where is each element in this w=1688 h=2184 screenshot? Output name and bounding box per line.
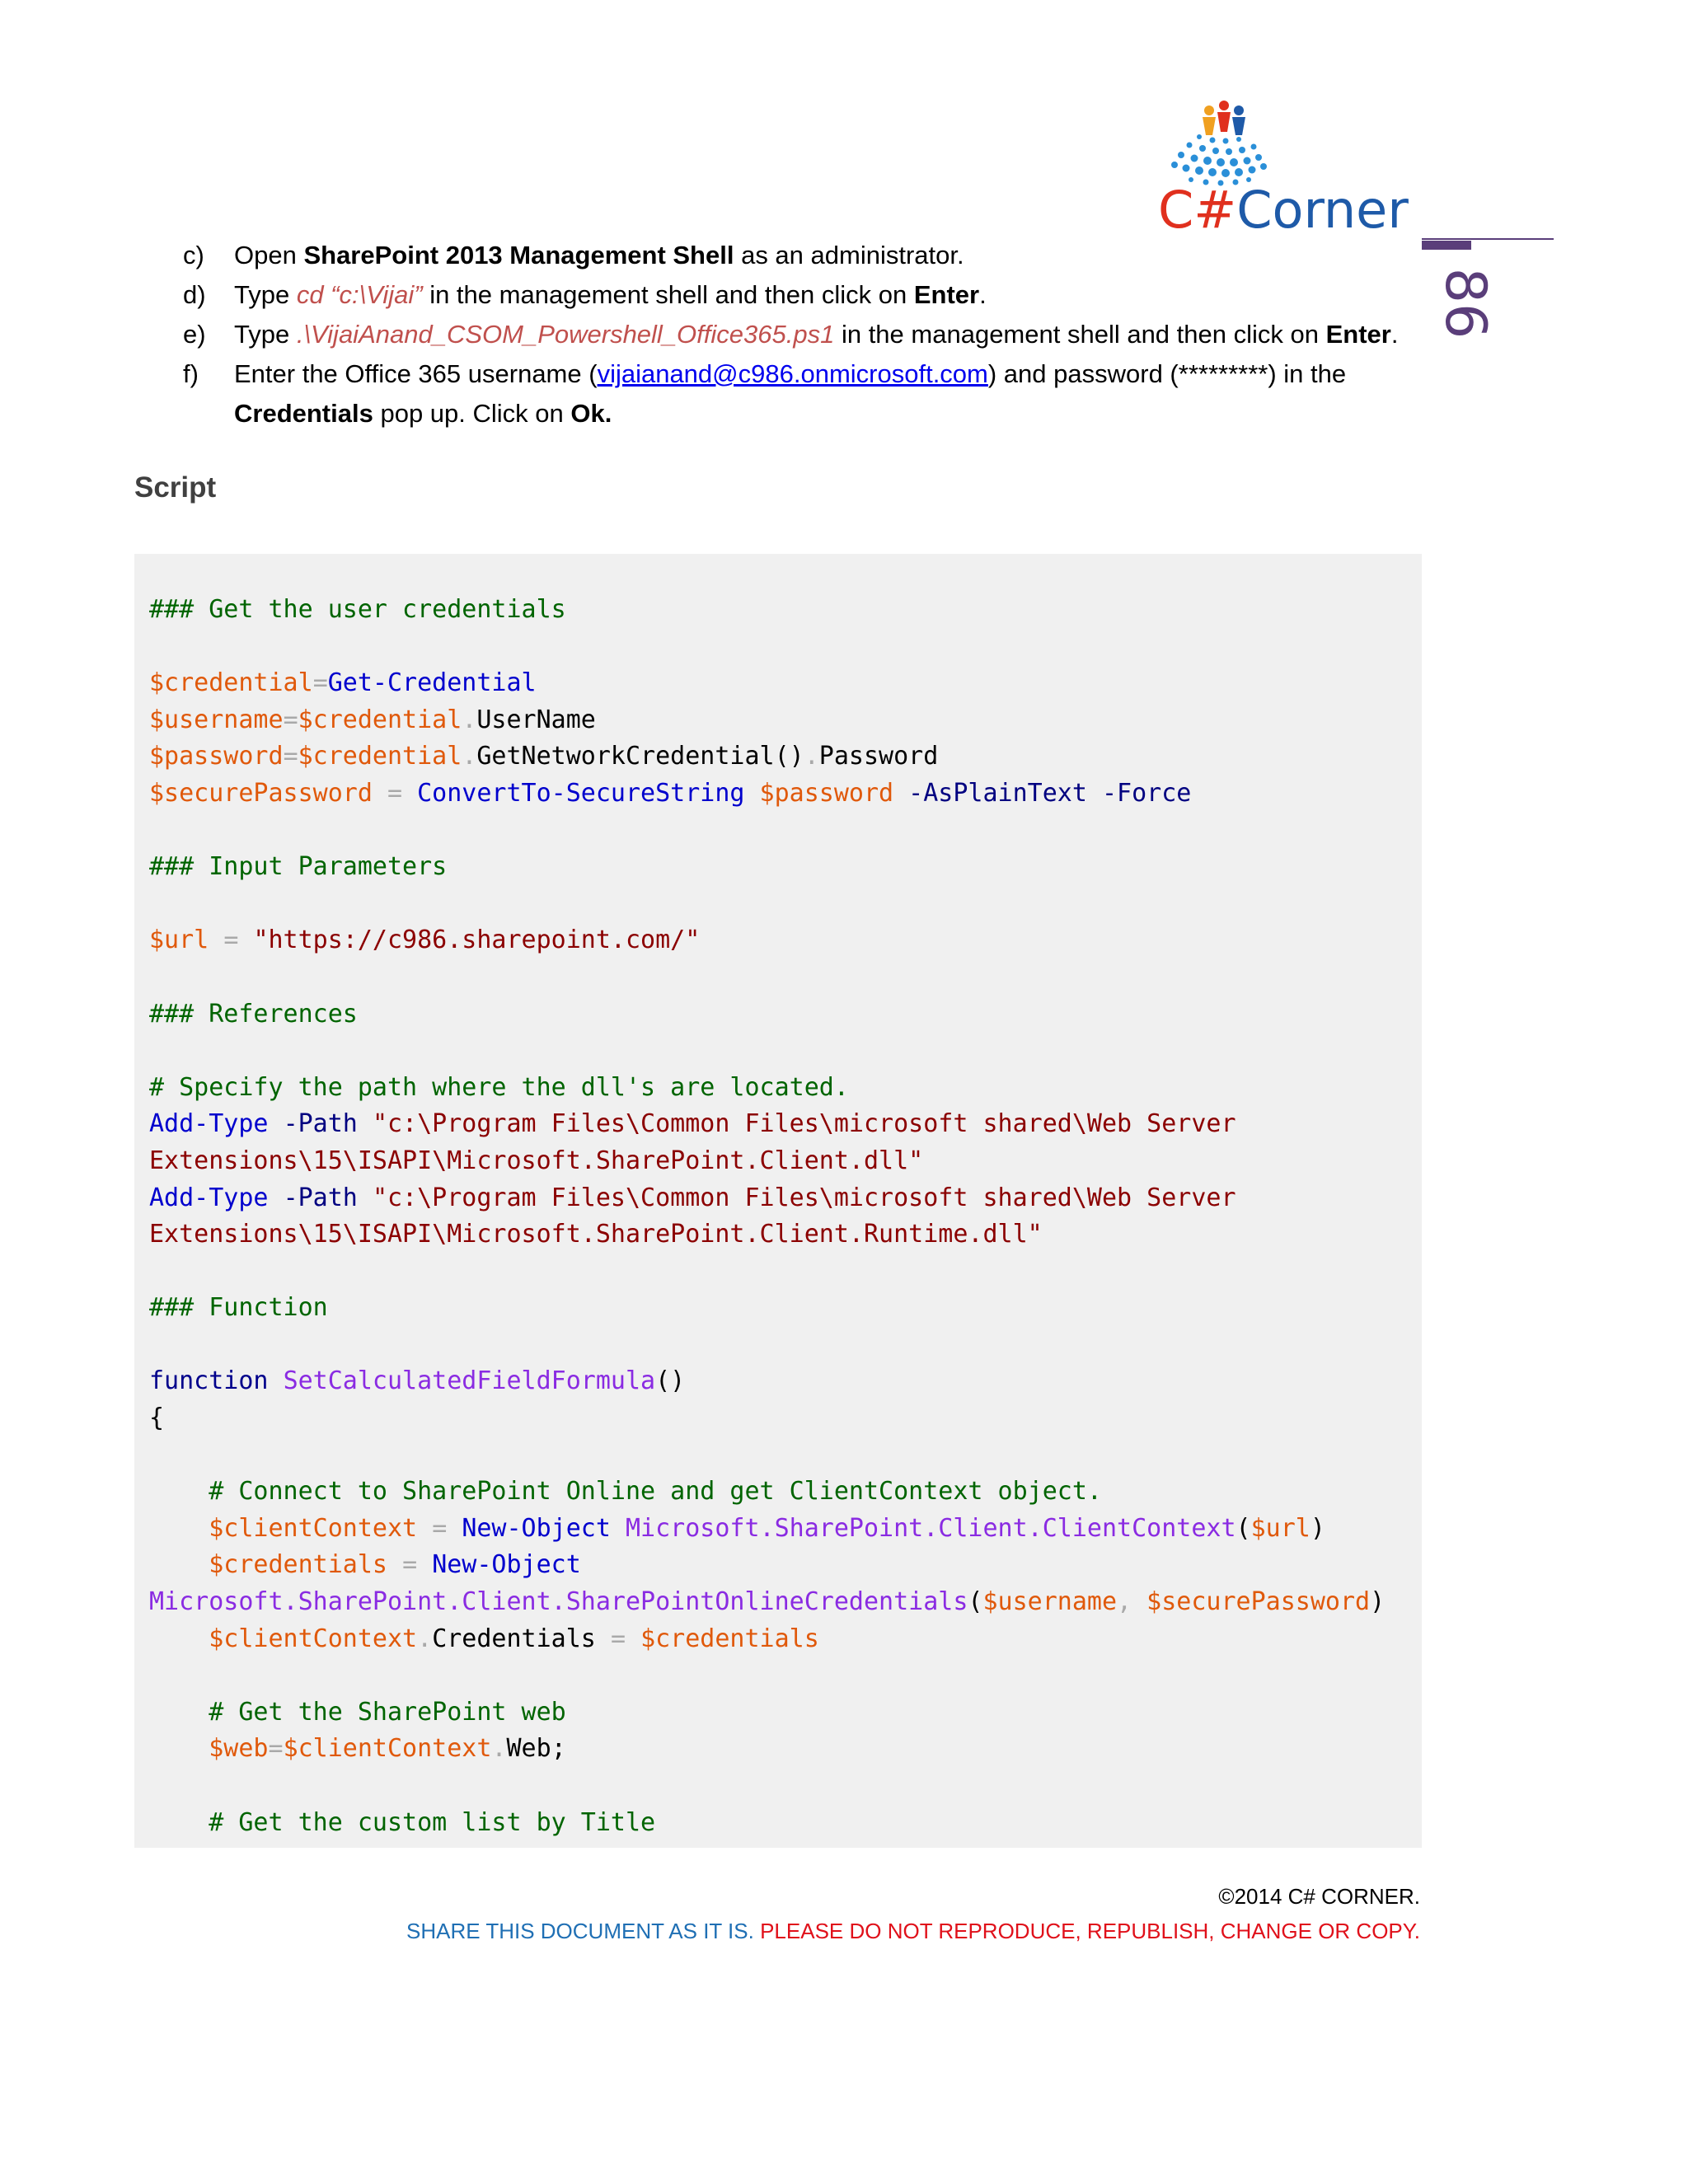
code-function-name: SetCalculatedFieldFormula bbox=[283, 1366, 656, 1396]
code-cmdlet: ConvertTo-SecureString bbox=[417, 778, 745, 808]
code-variable: $password bbox=[759, 778, 894, 808]
code-member: Web bbox=[506, 1734, 551, 1764]
code-comment: ### Function bbox=[149, 1293, 328, 1323]
code-parameter: -Force bbox=[1101, 778, 1192, 808]
step-text: as an administrator. bbox=[734, 241, 964, 269]
step-command: cd “c:\Vijai” bbox=[296, 280, 423, 309]
code-variable: $securePassword bbox=[1146, 1587, 1371, 1617]
footer-notice-warning: PLEASE DO NOT REPRODUCE, REPUBLISH, CHANGE OR COPY. bbox=[760, 1919, 1420, 1943]
step-text: in the management shell and then click on bbox=[422, 280, 914, 309]
code-operator: . bbox=[462, 705, 477, 734]
code-cmdlet: New-Object bbox=[432, 1550, 581, 1580]
code-comment: # Get the custom list by Title bbox=[209, 1807, 656, 1837]
code-variable: $clientContext bbox=[209, 1624, 418, 1653]
code-variable: $url bbox=[1250, 1513, 1311, 1543]
step-text: Enter the Office 365 username ( bbox=[234, 359, 598, 388]
page-rule bbox=[1422, 238, 1554, 240]
code-member: GetNetworkCredential() bbox=[476, 742, 804, 771]
c-sharp-corner-logo bbox=[1158, 99, 1422, 239]
code-parameter: -Path bbox=[283, 1183, 358, 1212]
code-operator: = bbox=[268, 1734, 284, 1764]
code-variable: $credential bbox=[149, 668, 313, 698]
code-string: "c:\Program Files\Common Files\microsoft shared\Web Server bbox=[372, 1109, 1236, 1139]
code-cmdlet: Add-Type bbox=[149, 1109, 269, 1139]
code-comment: ### References bbox=[149, 999, 358, 1029]
code-cmdlet: Add-Type bbox=[149, 1183, 269, 1212]
code-operator: = bbox=[432, 1513, 448, 1543]
code-string: Extensions\15\ISAPI\Microsoft.SharePoint.Client.dll" bbox=[149, 1146, 924, 1175]
step-strong: Enter bbox=[1325, 320, 1391, 349]
step-marker: c) bbox=[183, 241, 204, 269]
code-member: Password bbox=[818, 742, 939, 771]
code-comment: ### Input Parameters bbox=[149, 852, 448, 882]
code-member: UserName bbox=[476, 705, 596, 734]
step-marker: e) bbox=[183, 320, 206, 349]
logo-text: C#Corner bbox=[1158, 180, 1409, 240]
logo-people-globe-icon bbox=[1158, 99, 1422, 190]
section-heading-script: Script bbox=[134, 471, 217, 504]
code-operator: = bbox=[283, 742, 298, 771]
step-text: Open bbox=[234, 241, 304, 269]
code-variable: $credential bbox=[298, 742, 462, 771]
code-punctuation: ; bbox=[551, 1734, 566, 1764]
step-text: ) and password (*********) in the bbox=[987, 359, 1347, 388]
code-operator: = bbox=[610, 1624, 626, 1653]
step-text: pop up. Click on bbox=[373, 399, 571, 428]
code-operator: . bbox=[491, 1734, 507, 1764]
step-strong: Enter bbox=[913, 280, 980, 309]
code-comment: # Specify the path where the dll's are located. bbox=[149, 1072, 849, 1102]
code-variable: $password bbox=[149, 742, 284, 771]
code-cmdlet: New-Object bbox=[462, 1513, 611, 1543]
step-text: . bbox=[1390, 320, 1399, 349]
step-text: in the management shell and then click on bbox=[834, 320, 1326, 349]
step-marker: f) bbox=[183, 359, 199, 388]
step-strong: Credentials bbox=[234, 399, 373, 428]
step-text: Type bbox=[234, 280, 297, 309]
code-punctuation: () bbox=[655, 1366, 686, 1396]
code-punctuation: ( bbox=[968, 1587, 983, 1617]
footer-notice-share: SHARE THIS DOCUMENT AS IT IS. bbox=[406, 1919, 754, 1943]
step-text: . bbox=[979, 280, 987, 309]
code-operator: = bbox=[223, 926, 239, 955]
email-link[interactable]: vijaianand@c986.onmicrosoft.com bbox=[597, 359, 988, 388]
code-variable: $credential bbox=[298, 705, 462, 734]
page-number: 86 bbox=[1432, 267, 1498, 340]
code-block bbox=[134, 554, 1422, 1848]
code-parameter: -AsPlainText bbox=[908, 778, 1087, 808]
code-variable: $credentials bbox=[640, 1624, 819, 1653]
code-punctuation: { bbox=[149, 1404, 165, 1433]
page-tab bbox=[1422, 241, 1471, 250]
code-operator: . bbox=[417, 1624, 433, 1653]
step-strong: SharePoint 2013 Management Shell bbox=[303, 241, 734, 269]
code-operator: = bbox=[387, 778, 403, 808]
step-marker: d) bbox=[183, 280, 206, 309]
step-command: .\VijaiAnand_CSOM_Powershell_Office365.ps1 bbox=[296, 320, 835, 349]
step-f bbox=[183, 354, 1419, 434]
step-d bbox=[183, 275, 1419, 315]
code-variable: $username bbox=[149, 705, 284, 734]
footer-notice bbox=[406, 1919, 1420, 1944]
code-punctuation: ) bbox=[1370, 1587, 1386, 1617]
code-operator: = bbox=[312, 668, 328, 698]
code-comment: ### Get the user credentials bbox=[149, 595, 566, 624]
code-type: Microsoft.SharePoint.Client.ClientContext bbox=[626, 1513, 1236, 1543]
code-cmdlet: Get-Credential bbox=[327, 668, 537, 698]
code-comment: # Connect to SharePoint Online and get ClientContext object. bbox=[209, 1477, 1102, 1507]
code-comment: # Get the SharePoint web bbox=[209, 1697, 566, 1727]
code-operator: . bbox=[804, 742, 819, 771]
code-variable: $credentials bbox=[209, 1550, 387, 1580]
step-c bbox=[183, 236, 1419, 275]
code-variable: $clientContext bbox=[209, 1513, 418, 1543]
step-text: Type bbox=[234, 320, 297, 349]
code-string: "c:\Program Files\Common Files\microsoft shared\Web Server bbox=[372, 1183, 1236, 1212]
code-punctuation: ) bbox=[1310, 1513, 1325, 1543]
footer-copyright: ©2014 C# CORNER. bbox=[1218, 1884, 1420, 1909]
instruction-steps bbox=[183, 236, 1419, 434]
code-operator: = bbox=[402, 1550, 418, 1580]
code-keyword: function bbox=[149, 1366, 269, 1396]
code-operator: . bbox=[462, 742, 477, 771]
code-listing bbox=[149, 592, 1385, 1841]
code-punctuation: ( bbox=[1236, 1513, 1251, 1543]
step-strong: Ok. bbox=[570, 399, 612, 428]
code-variable: $web bbox=[209, 1734, 269, 1764]
code-type: Microsoft.SharePoint.Client.SharePointOnlineCredentials bbox=[149, 1587, 968, 1617]
code-member: Credentials bbox=[432, 1624, 596, 1653]
code-variable: $securePassword bbox=[149, 778, 373, 808]
code-variable: $clientContext bbox=[283, 1734, 492, 1764]
code-operator: , bbox=[1117, 1587, 1132, 1617]
step-e bbox=[183, 315, 1419, 354]
code-string: Extensions\15\ISAPI\Microsoft.SharePoint.Client.Runtime.dll" bbox=[149, 1220, 1043, 1249]
code-parameter: -Path bbox=[283, 1109, 358, 1139]
code-variable: $username bbox=[982, 1587, 1118, 1617]
code-string: "https://c986.sharepoint.com/" bbox=[253, 926, 701, 955]
code-variable: $url bbox=[149, 926, 209, 955]
code-operator: = bbox=[283, 705, 298, 734]
